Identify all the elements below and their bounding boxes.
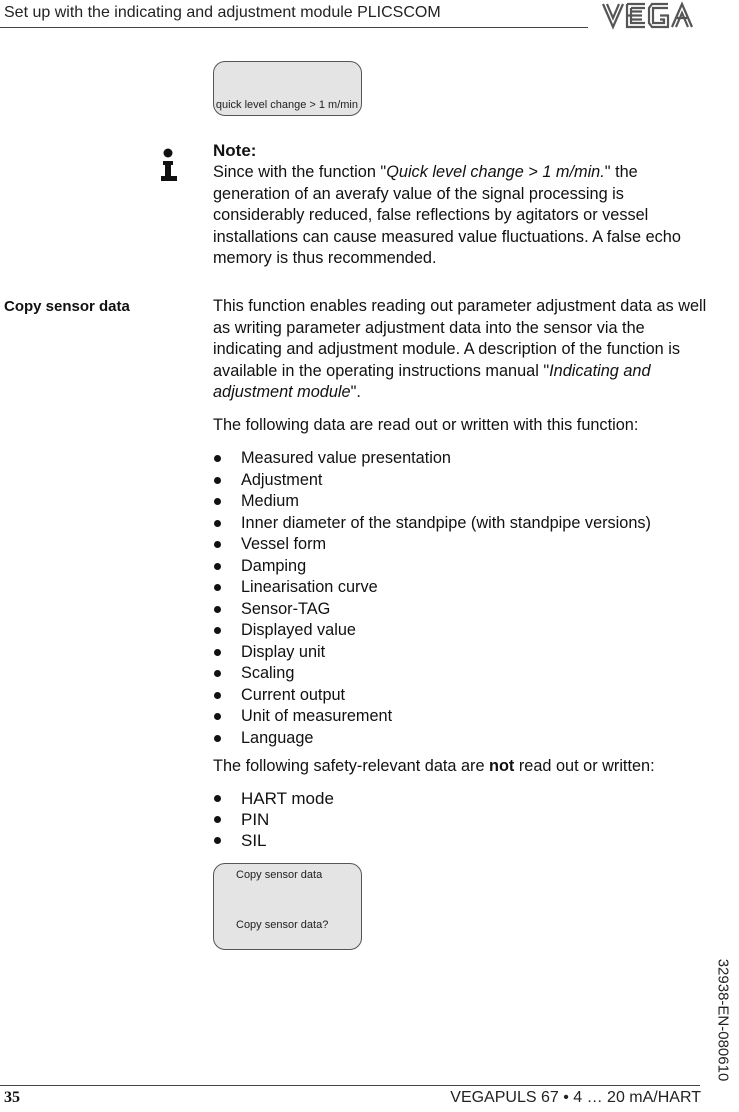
list-item: Linearisation curve — [213, 577, 651, 599]
note-text-post: " the generation of an averafy value of the signal processing is considerably reduced, false reflections by agitators or vessel installations can cause measured value fluctuations. A false echo memory is thus recommended. — [213, 163, 681, 267]
safety-data-list — [213, 788, 334, 851]
note-text-pre: Since with the function " — [213, 163, 387, 181]
list-item: Vessel form — [213, 534, 651, 556]
section-label: Copy sensor data — [4, 298, 130, 315]
display-text: quick level change > 1 m/min — [215, 99, 358, 111]
display-line-2: Copy sensor data? — [236, 919, 329, 931]
p1-post: ". — [350, 383, 361, 401]
list-item: Language — [213, 728, 651, 750]
section-paragraph-1 — [213, 296, 708, 404]
list-item: Adjustment — [213, 470, 651, 492]
p3-post: read out or written: — [514, 757, 655, 775]
document-code-text: 32938-EN-080610 — [714, 958, 732, 1082]
list-item: Damping — [213, 556, 651, 578]
note-heading: Note: — [213, 141, 257, 160]
vega-logo — [600, 0, 700, 30]
display-copy-sensor-data — [213, 863, 362, 950]
header-title: Set up with the indicating and adjustment module PLICSCOM — [4, 4, 441, 21]
list-item: Displayed value — [213, 620, 651, 642]
footer-divider — [0, 1085, 700, 1086]
header-divider — [0, 27, 588, 28]
data-list — [213, 448, 651, 749]
note-text-em: Quick level change > 1 m/min. — [386, 163, 605, 181]
list-item: Unit of measurement — [213, 706, 651, 728]
section-paragraph-2: The following data are read out or written with this function: — [213, 416, 639, 434]
list-item: Current output — [213, 685, 651, 707]
page-number: 35 — [4, 1089, 20, 1106]
list-item: Inner diameter of the standpipe (with standpipe versions) — [213, 513, 651, 535]
list-item: Medium — [213, 491, 651, 513]
section-paragraph-3 — [213, 756, 708, 778]
note-text — [213, 162, 708, 270]
list-item: Display unit — [213, 642, 651, 664]
list-item: Scaling — [213, 663, 651, 685]
p3-pre: The following safety-relevant data are — [213, 757, 490, 775]
list-item: HART mode — [213, 788, 334, 809]
display-quick-level-change — [213, 61, 362, 116]
info-icon — [160, 148, 178, 182]
document-code — [708, 958, 738, 1082]
list-item: PIN — [213, 809, 334, 830]
list-item: SIL — [213, 830, 334, 851]
p1-pre: This function enables reading out parameter adjustment data as well as writing parameter adjustment data into the sensor via the indicating and adjustment module. A description of the function is available in the operating instructions manual " — [213, 297, 707, 380]
list-item: Sensor-TAG — [213, 599, 651, 621]
list-item: Measured value presentation — [213, 448, 651, 470]
display-line-1: Copy sensor data — [236, 869, 323, 881]
p3-bold: not — [489, 757, 515, 775]
footer-product: VEGAPULS 67 • 4 … 20 mA/HART — [450, 1089, 701, 1106]
p1-em: Indicating and adjustment module — [213, 361, 651, 401]
